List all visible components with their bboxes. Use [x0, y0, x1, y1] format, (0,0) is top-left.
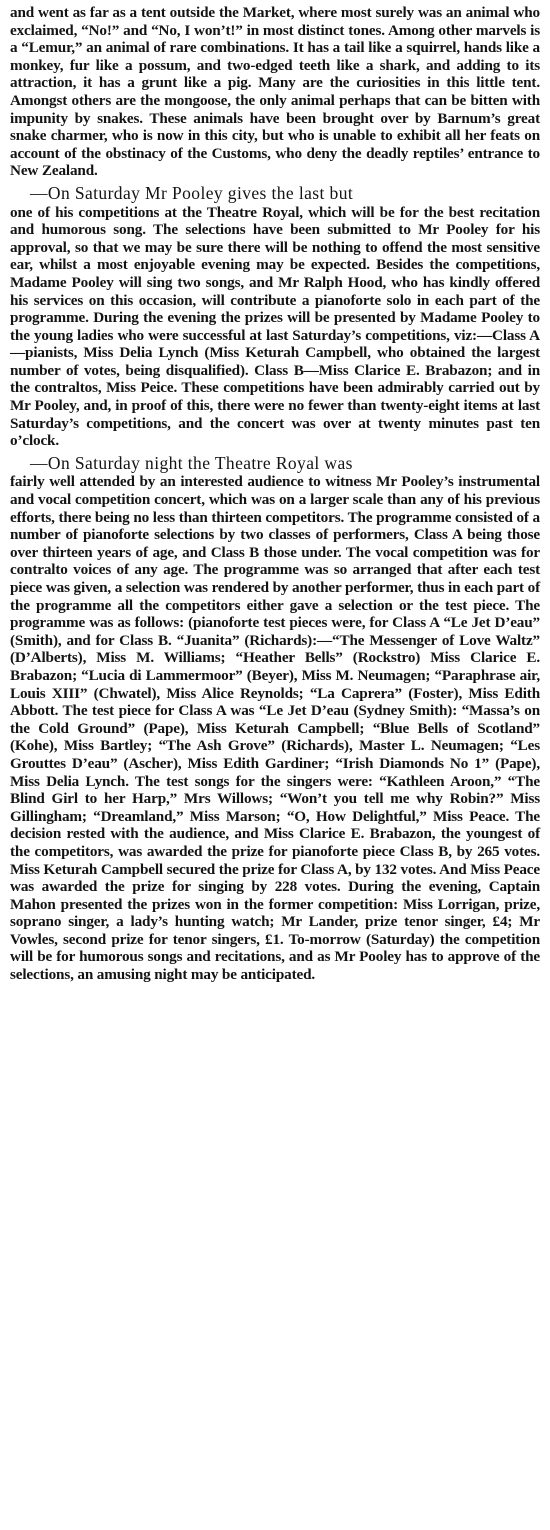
- article-lead-line: —On Saturday night the Theatre Royal was: [30, 452, 353, 473]
- article-paragraph: [10, 452, 540, 984]
- article-pooley-competition: [10, 182, 540, 450]
- article-paragraph: [10, 182, 540, 450]
- article-body: one of his competitions at the Theatre Royal, which will be for the best recitation and humorous song. The selections have been submitted to Mr Pooley for his approval, so that we may be sure there will be nothing to offend the most sensitive ear, whilst a most enjoyable evening may be expected. Besides the competitions, Madame Pooley will sing two songs, and Mr Ralph Hood, who has kindly offered his services on this occasion, will contribute a pianoforte solo in each part of the programme. During the evening the prizes will be presented by Madame Pooley to the young ladies who were successful at last Saturday’s competitions, viz:—Class A—pianists, Miss Delia Lynch (Miss Keturah Campbell, who obtained the largest number of votes, being disqualified). Class B—Miss Clarice E. Brabazon; and in the contraltos, Miss Peice. These competitions have been admirably carried out by Mr Pooley, and, in proof of this, there were no fewer than twenty-eight items at last Saturday’s competitions, and the concert was over at twenty minutes past ten o’clock.: [10, 203, 540, 450]
- article-paragraph: and went as far as a tent outside the Market, where most surely was an animal who exclaimed, “No!” and “No, I won’t!” in most distinct tones. Among other marvels is a “Lemur,” an animal of rare combinations. It has a tail like a squirrel, hands like a monkey, fur like a possum, and two-edged teeth like a shark, and adding to its attraction, it has a grunt like a pig. Many are the curiosities in this little tent. Amongst others are the mongoose, the only animal perhaps that can be bitten with impunity by snakes. These animals have been brought over by Barnum’s great snake charmer, who is now in this city, but who is unable to exhibit all her feats on account of the obstinacy of the Customs, who deny the deadly reptiles’ entrance to New Zealand.: [10, 4, 540, 180]
- article-lead-line: —On Saturday Mr Pooley gives the last but: [30, 182, 354, 203]
- article-theatre-royal-concert: [10, 452, 540, 984]
- article-body: fairly well attended by an interested audience to witness Mr Pooley’s instrumental and vocal competition concert, which was on a larger scale than any of his previous efforts, there being no less than thirteen competitors. The programme consisted of a number of pianoforte selections by two classes of performers, Class A being those over thirteen years of age, and Class B those under. The vocal competition was for contralto voices of any age. The programme was so arranged that after each test piece was given, a selection was rendered by another performer, thus in each part of the programme all the competitors either gave a selection or the test piece. The programme was as follows: (pianoforte test pieces were, for Class A “Le Jet D’eau” (Smith), and for Class B. “Juanita” (Richards):—“The Messenger of Love Waltz” (D’Alberts), Miss M. Williams; “Heather Bells” (Rockstro) Miss Clarice E. Brabazon; “Lucia di Lammermoor” (Beyer), Miss M. Neumagen; “Paraphrase air, Louis XIII” (Chwatel), Miss Alice Reynolds; “La Caprera” (Foster), Miss Edith Abbott. The test piece for Class A was “Le Jet D’eau (Sydney Smith): “Massa’s on the Cold Ground” (Pape), Miss Keturah Campbell; “Blue Bells of Scotland” (Kohe), Miss Bartley; “The Ash Grove” (Richards), Master L. Neumagen; “Les Grouttes D’eau” (Ascher), Miss Edith Gardiner; “Irish Diamonds No 1” (Pape), Miss Delia Lynch. The test songs for the singers were: “Kathleen Aroon,” “The Blind Girl to her Harp,” Mrs Willows; “Won’t you tell me why Robin?” Miss Gillingham; “Dreamland,” Miss Marson; “O, How Delightful,” Miss Peace. The decision rested with the audience, and Miss Clarice E. Brabazon, the youngest of the competitors, was awarded the prize for pianoforte piece Class B, by 265 votes. Miss Keturah Campbell secured the prize for Class A, by 132 votes. And Miss Peace was awarded the prize for singing by 228 votes. During the evening, Captain Mahon presented the prizes won in the former competition: Miss Lorrigan, prize, soprano singer, a lady’s hunting watch; Mr Lander, prize tenor singer, £4; Mr Vowles, second prize for tenor singers, £1. To-morrow (Saturday) the competition will be for humorous songs and recitations, and as Mr Pooley has to approve of the selections, an amusing night may be anticipated.: [10, 473, 540, 984]
- article-lemur-tent: [10, 4, 540, 180]
